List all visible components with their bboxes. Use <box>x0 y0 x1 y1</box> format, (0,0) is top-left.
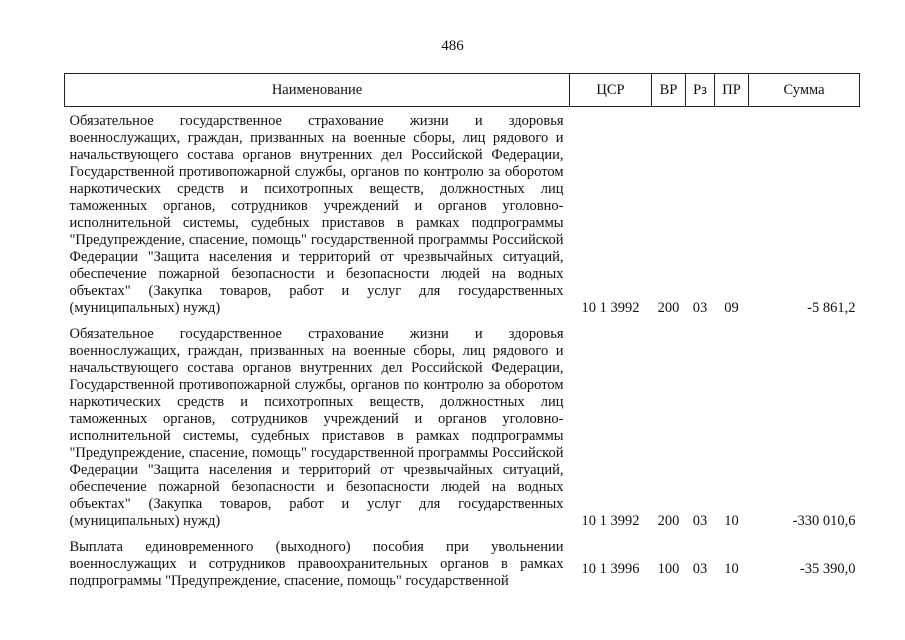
row-vr: 200 <box>657 300 680 316</box>
row-csr: 10 1 3992 <box>581 513 640 529</box>
header-sum: Сумма <box>749 74 860 107</box>
header-vr: ВР <box>652 74 686 107</box>
row-name: Выплата единовременного (выходного) пособия при увольнении военнослужащих и сотрудников правоохранительных органов в рамках подпрограммы "Предупреждение, спасение, помощь" государственной <box>69 539 564 589</box>
header-pr: ПР <box>715 74 749 107</box>
page-number: 486 <box>441 38 464 54</box>
row-vr: 200 <box>657 513 680 529</box>
row-name-cell <box>65 530 570 591</box>
header-name: Наименование <box>65 74 570 107</box>
row-rz: 03 <box>692 300 708 316</box>
row-pr: 10 <box>724 561 739 577</box>
table-row <box>65 530 860 591</box>
row-sum: -330 010,6 <box>792 513 856 529</box>
row-rz: 03 <box>692 513 708 529</box>
row-vr: 100 <box>657 561 680 577</box>
row-csr: 10 1 3996 <box>581 561 640 577</box>
row-sum: -35 390,0 <box>799 561 856 577</box>
row-name: Обязательное государственное страхование жизни и здоровья военнослужащих, граждан, призванных на военные сборы, лиц рядового и начальствующего состава органов внутренних дел Российской Федерации, Государственной противопожарной службы, органов по контролю за оборотом наркотических средств и психотропных веществ, должностных лиц таможенных органов, сотрудников учреждений и органов уголовно-исполнительной системы, судебных приставов в рамках подпрограммы "Предупреждение, спасение, помощь" государственной программы Российской Федерации "Защита населения и территорий от чрезвычайных ситуаций, обеспечение пожарной безопасности и безопасности людей на водных объектах" (Закупка товаров, работ и услуг для государственных (муниципальных) нужд) <box>69 326 564 529</box>
table-row <box>65 317 860 530</box>
table-header-row <box>65 74 860 107</box>
header-rz: Рз <box>686 74 715 107</box>
row-pr: 10 <box>724 513 739 529</box>
budget-table <box>64 73 860 591</box>
row-sum: -5 861,2 <box>807 300 856 316</box>
row-rz: 03 <box>692 561 708 577</box>
header-csr: ЦСР <box>570 74 652 107</box>
table-row <box>65 107 860 318</box>
row-pr: 09 <box>724 300 739 316</box>
row-csr: 10 1 3992 <box>581 300 640 316</box>
row-name: Обязательное государственное страхование жизни и здоровья военнослужащих, граждан, призванных на военные сборы, лиц рядового и начальствующего состава органов внутренних дел Российской Федерации, Государственной противопожарной службы, органов по контролю за оборотом наркотических средств и психотропных веществ, должностных лиц таможенных органов, сотрудников учреждений и органов уголовно-исполнительной системы, судебных приставов в рамках подпрограммы "Предупреждение, спасение, помощь" государственной программы Российской Федерации "Защита населения и территорий от чрезвычайных ситуаций, обеспечение пожарной безопасности и безопасности людей на водных объектах" (Закупка товаров, работ и услуг для государственных (муниципальных) нужд) <box>69 113 564 316</box>
